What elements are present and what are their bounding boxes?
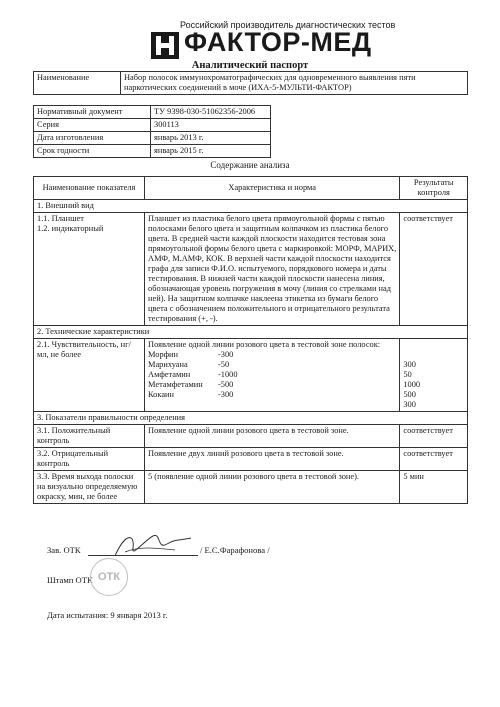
signature-label: Зав. ОТК [47, 545, 81, 555]
analysis-title: Содержание анализа [210, 160, 290, 170]
section-title: 3. Показатели правильности определения [34, 412, 468, 425]
table-row [34, 339, 468, 412]
tagline: Российский производитель диагностических тестов [180, 20, 396, 30]
substance-norm: -500 [218, 380, 234, 389]
row-desc: 5 (появление одной линии розового цвета в тестовой зоне). [145, 471, 400, 504]
signature-scribble [105, 528, 195, 562]
analysis-table [33, 176, 468, 504]
row-desc: Появление двух линий розового цвета в тестовой зоне. [145, 448, 400, 471]
section-title: 2. Технические характеристики [34, 326, 468, 339]
info-label: Дата изготовления [34, 132, 151, 145]
row-desc [145, 339, 400, 412]
sensitivity-intro: Появление одной линии розового цвета в тестовой зоне полосок: [148, 340, 381, 349]
result-value: 300 [403, 360, 416, 369]
info-label: Нормативный документ [34, 106, 151, 119]
document-title: Аналитический паспорт [191, 60, 309, 71]
result-value: 1000 [403, 380, 421, 389]
otk-stamp: ОТК [90, 558, 128, 596]
info-row [34, 132, 271, 145]
sensitivity-line [148, 390, 396, 400]
sensitivity-line [148, 360, 396, 370]
info-value: ТУ 9398-030-51062356-2006 [151, 106, 271, 119]
table-header-row [34, 177, 468, 200]
row-result: 5 мин [400, 471, 468, 504]
substance-norm: -300 [218, 350, 234, 359]
section-row [34, 200, 468, 213]
sensitivity-line [148, 350, 396, 360]
factor-med-logo [150, 30, 180, 60]
header-cell: Характеристика и норма [145, 177, 400, 200]
row-name [34, 213, 145, 326]
substance-name: Амфетамин [148, 370, 191, 379]
header-cell: Результаты контроля [400, 177, 468, 200]
row-name: 3.1. Положительный контроль [34, 425, 145, 448]
table-row [34, 425, 468, 448]
brand-name: ФАКТОР-МЕД [184, 27, 372, 57]
row-result: соответствует [400, 448, 468, 471]
info-label: Серия [34, 119, 151, 132]
substance-norm: -300 [218, 390, 234, 399]
substance-name: Метамфетамин [148, 380, 203, 389]
row-desc: Планшет из пластика белого цвета прямоугольной формы с пятью полосками белого цвета и защитным колпачком из пластика белого цвета. В средней части каждой плоскости находится тестовая зона прямоугольной формы белого цвета с маркировкой: МОРФ, МАРИХ, АМФ, М.АМФ, КОК. В верхней части каждой плоскости находится графа для записи Ф.И.О. испытуемого, порядкового номера и даты тестирования. В нижней части каждой плоскости нанесена линия, обозначающая уровень погружения в мочу (линия со стрелками над ней). На защитном колпачке наклеена этикетка из бумаги белого цвета с обозначением положительного и отрицательного результата тестирования (+, -). [145, 213, 400, 326]
row-name: 3.2. Отрицательный контроль [34, 448, 145, 471]
substance-name: Морфин [148, 350, 179, 359]
product-value: Набор полосок иммунохроматографических для одновременного выявления пяти наркотических соединений в моче (ИХА-5-МУЛЬТИ-ФАКТОР) [121, 72, 468, 95]
info-row [34, 106, 271, 119]
substance-name: Марихуана [148, 360, 188, 369]
result-value: 300 [403, 400, 416, 409]
row-name-item: 1.1. Планшет [37, 214, 84, 223]
section-row [34, 412, 468, 425]
header-cell: Наименование показателя [34, 177, 145, 200]
row-desc: Появление одной линии розового цвета в тестовой зоне. [145, 425, 400, 448]
info-label: Срок годности [34, 145, 151, 158]
test-date: Дата испытания: 9 января 2013 г. [47, 610, 168, 620]
table-row [34, 448, 468, 471]
signature-name: / Е.С.Фарафонова / [200, 545, 270, 555]
table-row [34, 213, 468, 326]
row-name-item: 1.2. индикаторный [37, 224, 104, 233]
row-name: 3.3. Время выхода полоски на визуально определяемую окраску, мин, не более [34, 471, 145, 504]
info-row [34, 119, 271, 132]
result-value: 500 [403, 390, 416, 399]
sensitivity-line [148, 380, 396, 390]
product-label: Наименование [34, 72, 121, 95]
info-row [34, 145, 271, 158]
row-name: 2.1. Чувствительность, нг/мл, не более [34, 339, 145, 412]
substance-name: Кокаин [148, 390, 174, 399]
info-table [33, 105, 271, 158]
product-table [33, 71, 468, 95]
table-row [34, 471, 468, 504]
section-title: 1. Внешний вид [34, 200, 468, 213]
sensitivity-line [148, 370, 396, 380]
row-result: соответствует [400, 425, 468, 448]
row-result [400, 339, 468, 412]
row-result: соответствует [400, 213, 468, 326]
section-row [34, 326, 468, 339]
stamp-label: Штамп ОТК [47, 575, 93, 585]
substance-norm: -1000 [218, 370, 238, 379]
info-value: январь 2013 г. [151, 132, 271, 145]
info-value: январь 2015 г. [151, 145, 271, 158]
result-value: 50 [403, 370, 412, 379]
substance-norm: -50 [218, 360, 230, 369]
info-value: 300113 [151, 119, 271, 132]
